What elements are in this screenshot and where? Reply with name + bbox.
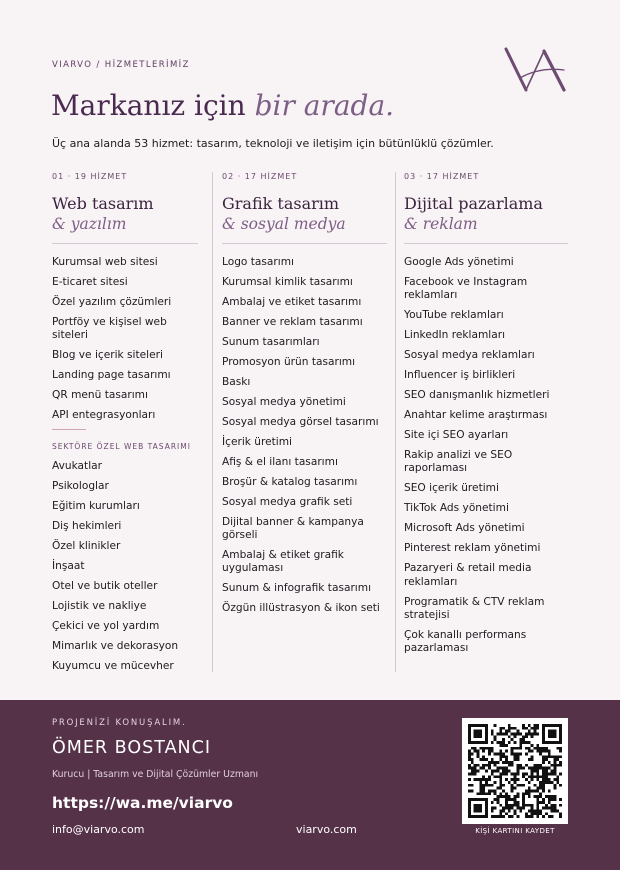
list-item: Kuyumcu ve mücevher xyxy=(52,660,174,673)
list-item: Çok kanallı performans pazarlaması xyxy=(404,628,527,655)
email-link[interactable]: info@viarvo.com xyxy=(52,823,145,836)
qr-code[interactable] xyxy=(462,718,568,824)
service-list xyxy=(404,256,568,655)
service-column-web xyxy=(52,172,198,680)
list-item: Anahtar kelime araştırması xyxy=(404,409,548,422)
list-item: Google Ads yönetimi xyxy=(404,256,514,268)
list-item: SEO içerik üretimi xyxy=(404,482,499,495)
list-item: Broşür & katalog tasarımı xyxy=(222,476,358,488)
list-item: Otel ve butik oteller xyxy=(52,580,158,593)
list-item: Afiş & el ilanı tasarımı xyxy=(222,456,338,468)
list-item: Ambalaj & etiket grafik uygulaması xyxy=(222,549,344,575)
footer-kicker: PROJENİZİ KONUŞALIM. xyxy=(52,718,187,728)
list-item: Banner ve reklam tasarımı xyxy=(222,316,363,328)
list-item: Avukatlar xyxy=(52,460,102,473)
list-item: API entegrasyonları xyxy=(52,409,156,422)
contact-name: ÖMER BOSTANCI xyxy=(52,738,212,758)
list-item: Çekici ve yol yardım xyxy=(52,620,160,633)
column-meta: 01 · 19 HİZMET xyxy=(52,172,128,181)
breadcrumb: VIARVO / HİZMETLERİMİZ xyxy=(52,60,190,70)
list-item: Pinterest reklam yönetimi xyxy=(404,542,541,555)
list-item: Kurumsal kimlik tasarımı xyxy=(222,276,353,288)
contact-footer xyxy=(0,700,620,870)
whatsapp-link[interactable]: https://wa.me/viarvo xyxy=(52,794,233,812)
list-item: Programatik & CTV reklam stratejisi xyxy=(404,595,545,621)
column-title: Web tasarım xyxy=(52,194,154,213)
list-item: Sosyal medya reklamları xyxy=(404,349,535,362)
list-item: Sosyal medya grafik seti xyxy=(222,496,353,508)
headline-plain: Markanız için xyxy=(51,89,255,122)
page-subtitle: Üç ana alanda 53 hizmet: tasarım, teknoloji ve iletişim için bütünlüklü çözümler. xyxy=(52,137,494,150)
list-item: Blog ve içerik siteleri xyxy=(52,349,163,362)
service-list xyxy=(222,256,387,616)
column-rule xyxy=(52,243,198,244)
list-item: Influencer iş birlikleri xyxy=(404,369,516,382)
list-item: Sunum tasarımları xyxy=(222,336,320,348)
list-item: Promosyon ürün tasarımı xyxy=(222,356,356,368)
list-item: Özgün illüstrasyon & ikon seti xyxy=(222,602,380,615)
headline-italic: bir arada. xyxy=(254,89,395,122)
column-subtitle: & sosyal medya xyxy=(222,215,346,233)
list-item: Lojistik ve nakliye xyxy=(52,600,147,613)
list-item: İnşaat xyxy=(52,560,85,573)
list-item: Logo tasarımı xyxy=(222,256,294,268)
list-item: Özel yazılım çözümleri xyxy=(52,296,172,308)
column-title: Grafik tasarım xyxy=(222,194,340,213)
va-monogram-logo xyxy=(504,46,568,94)
list-item: Portföy ve kişisel web siteleri xyxy=(52,316,167,342)
service-list xyxy=(52,256,198,422)
sector-heading: SEKTÖRE ÖZEL WEB TASARIMI xyxy=(52,442,191,452)
list-item: İçerik üretimi xyxy=(222,436,292,448)
list-item: Sosyal medya yönetimi xyxy=(222,396,346,408)
list-item: Dijital banner & kampanya görseli xyxy=(222,516,364,542)
column-title: Dijital pazarlama xyxy=(404,194,543,213)
list-item: Özel klinikler xyxy=(52,540,121,553)
list-item: Mimarlık ve dekorasyon xyxy=(52,640,179,653)
list-item: QR menü tasarımı xyxy=(52,389,148,402)
column-meta: 03 · 17 HİZMET xyxy=(404,172,480,181)
column-rule xyxy=(222,243,387,244)
list-item: Pazaryeri & retail media reklamları xyxy=(404,562,532,588)
qr-caption: KİŞİ KARTINI KAYDET xyxy=(475,827,555,835)
column-rule xyxy=(404,243,568,244)
list-item: Facebook ve Instagram reklamları xyxy=(404,276,528,302)
list-item: TikTok Ads yönetimi xyxy=(404,502,509,515)
list-item: Baskı xyxy=(222,376,251,388)
column-subtitle: & reklam xyxy=(404,215,478,233)
contact-role: Kurucu | Tasarım ve Dijital Çözümler Uzmanı xyxy=(52,769,259,780)
list-item: Ambalaj ve etiket tasarımı xyxy=(222,296,362,308)
column-meta: 02 · 17 HİZMET xyxy=(222,172,298,181)
list-item: Microsoft Ads yönetimi xyxy=(404,522,525,535)
sector-list xyxy=(52,460,198,673)
list-item: Site içi SEO ayarları xyxy=(404,429,509,442)
list-item: Rakip analizi ve SEO raporlaması xyxy=(404,449,513,475)
qr-code-icon xyxy=(468,724,562,818)
list-item: Sunum & infografik tasarımı xyxy=(222,582,372,595)
website-link[interactable]: viarvo.com xyxy=(296,823,357,836)
list-item: Diş hekimleri xyxy=(52,520,122,533)
list-item: SEO danışmanlık hizmetleri xyxy=(404,389,550,402)
service-column-graphic xyxy=(222,172,387,622)
column-divider xyxy=(212,172,213,672)
list-item: Psikologlar xyxy=(52,480,109,493)
list-item: YouTube reklamları xyxy=(404,309,504,322)
service-column-marketing xyxy=(404,172,568,662)
list-item: Sosyal medya görsel tasarımı xyxy=(222,416,379,428)
column-divider xyxy=(395,172,396,672)
list-item: Kurumsal web sitesi xyxy=(52,256,158,268)
section-divider xyxy=(52,429,86,430)
list-item: Eğitim kurumları xyxy=(52,500,140,513)
list-item: E-ticaret sitesi xyxy=(52,276,128,288)
column-subtitle: & yazılım xyxy=(52,215,127,233)
list-item: LinkedIn reklamları xyxy=(404,329,506,342)
list-item: Landing page tasarımı xyxy=(52,369,171,382)
page-headline xyxy=(51,89,394,122)
